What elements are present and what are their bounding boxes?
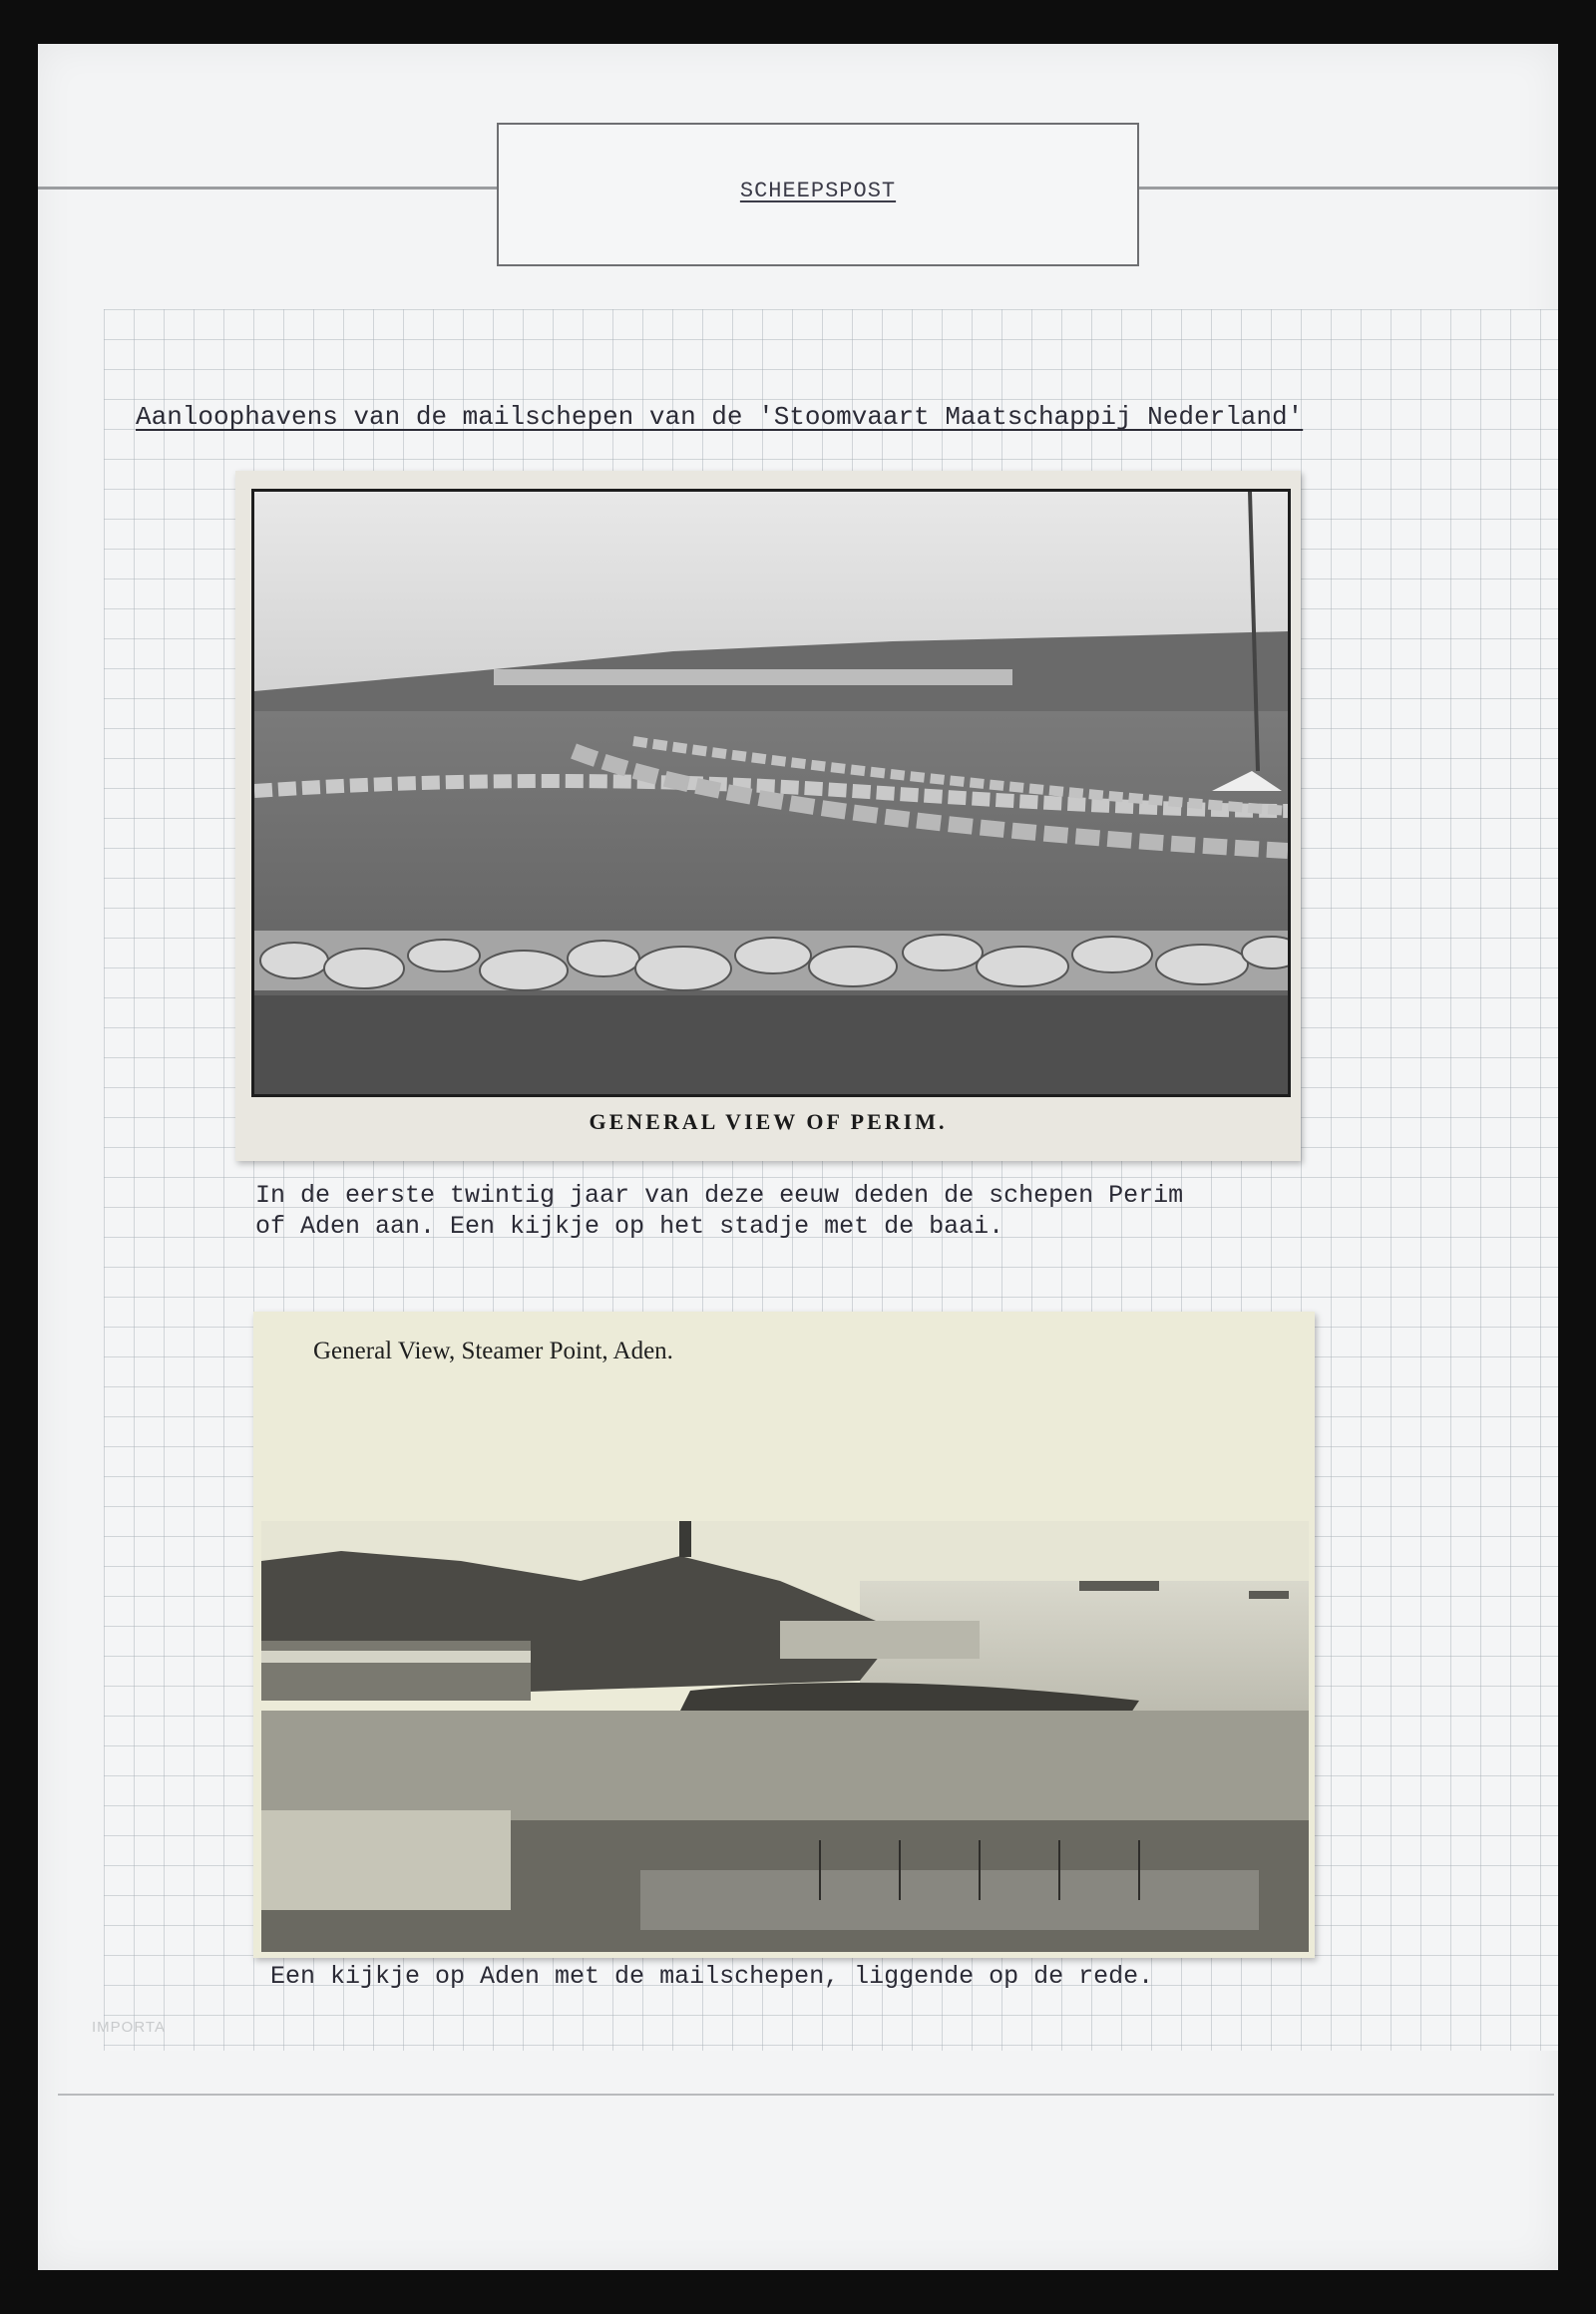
perim-landscape-image [254,492,1288,1094]
postcard-description-aden: Een kijkje op Aden met de mailschepen, liggende op de rede. [270,1962,1154,1991]
lighthouse-icon [679,1521,691,1557]
page-title: SCHEEPSPOST [739,179,897,203]
postcard-perim [235,471,1301,1161]
postcard-caption-perim: GENERAL VIEW OF PERIM. [589,1109,948,1134]
album-heading: Aanloophavens van de mailschepen van de 'Stoomvaart Maatschappij Nederland' [136,402,1304,432]
watermark-text: IMPORTA [92,2019,166,2036]
page-bottom-rule [58,2094,1554,2096]
postcard-aden [253,1312,1315,1958]
postcard-caption-aden: General View, Steamer Point, Aden. [313,1338,673,1364]
aden-harbour-image [261,1521,1309,1952]
postcard-description-perim: In de eerste twintig jaar van deze eeuw deden de schepen Perim of Aden aan. Een kijkje op het stadje met de baai. [255,1181,1184,1241]
postcard-photo-perim [251,489,1291,1097]
header-label-box [497,123,1139,266]
